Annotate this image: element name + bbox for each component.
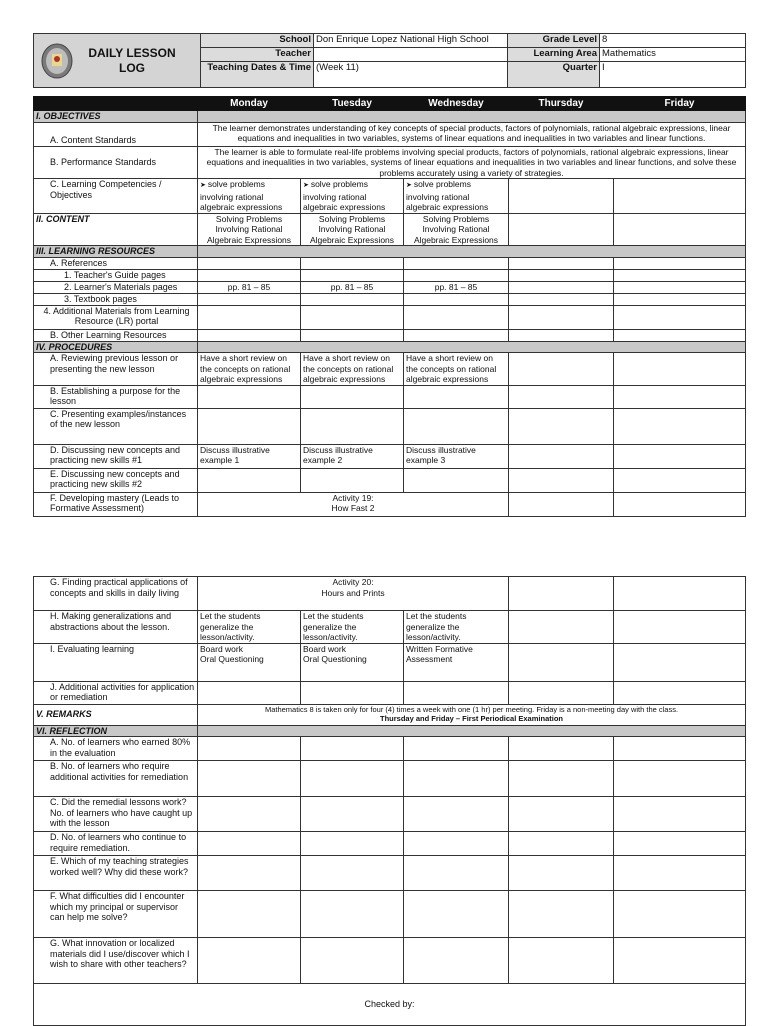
quarter-label: Quarter: [508, 62, 600, 88]
deped-seal-icon: [40, 42, 74, 80]
procedure-h-label: H. Making generalizations and abstractions about the lesson.: [34, 611, 198, 644]
other-resources-label: B. Other Learning Resources: [34, 329, 198, 341]
procedure-a-wed: Have a short review on the concepts on rational algebraic expressions: [404, 353, 509, 386]
activity-20-title: Activity 20:: [332, 577, 374, 587]
procedure-e-label: E. Discussing new concepts and practicing new skills #2: [34, 468, 198, 492]
grade-value: 8: [600, 34, 746, 48]
procedure-h-tue: Let the students generalize the lesson/activity.: [301, 611, 404, 644]
content-tue: Solving Problems Involving Rational Algebraic Expressions: [301, 213, 404, 246]
procedure-a-tue: Have a short review on the concepts on rational algebraic expressions: [301, 353, 404, 386]
performance-standards-label: B. Performance Standards: [34, 146, 198, 179]
day-thursday: Thursday: [509, 97, 614, 111]
remarks-line-1: Mathematics 8 is taken only for four (4) times a week with one (1 hr) per meeting. Friday is a non-meeting day with the class.: [264, 704, 679, 714]
content-standards-label: A. Content Standards: [34, 122, 198, 146]
day-wednesday: Wednesday: [404, 97, 509, 111]
procedure-g-label: G. Finding practical applications of concepts and skills in daily living: [34, 577, 198, 611]
procedure-i-wed: Written Formative Assessment: [404, 643, 509, 681]
performance-standards-value: The learner is able to formulate real-life problems involving special products, factors of polynomials, rational algebraic expressions, linear equations and inequalities in two variables, systems of linear equations and inequalities in two variables and linear functions, and solve these problems accurately using a variety of strategies.: [198, 146, 746, 179]
competencies-label: C. Learning Competencies / Objectives: [34, 179, 198, 214]
reflection-b-label: B. No. of learners who require additional activities for remediation: [34, 761, 198, 797]
content-wed: Solving Problems Involving Rational Algebraic Expressions: [404, 213, 509, 246]
day-monday: Monday: [198, 97, 301, 111]
reflection-g-label: G. What innovation or localized materials did I use/discover which I wish to share with other teachers?: [34, 938, 198, 984]
procedure-d-label: D. Discussing new concepts and practicing new skills #1: [34, 444, 198, 468]
resources-heading: III. LEARNING RESOURCES: [34, 246, 198, 258]
procedure-g-value: [198, 577, 509, 611]
competency-wed: ➤ solve problems involving rational algebraic expressions: [404, 179, 509, 214]
reflection-c-label: C. Did the remedial lessons work? No. of learners who have caught up with the lesson: [34, 797, 198, 832]
procedures-heading: IV. PROCEDURES: [34, 341, 198, 353]
lm-pages-mon: pp. 81 – 85: [198, 281, 301, 293]
procedure-a-label: A. Reviewing previous lesson or presenting the new lesson: [34, 353, 198, 386]
remarks-line-2: Thursday and Friday – First Periodical Examination: [380, 714, 563, 723]
content-standards-value: The learner demonstrates understanding of key concepts of special products, factors of polynomials, rational algebraic expressions, linear equations and inequalities in two variables, systems of linear equations and inequalities in two variables and linear functions.: [198, 122, 746, 146]
reflection-f-label: F. What difficulties did I encounter which my principal or supervisor can help me solve?: [34, 891, 198, 938]
lm-pages-wed: pp. 81 – 85: [404, 281, 509, 293]
dates-value: (Week 11): [314, 62, 508, 88]
procedure-c-label: C. Presenting examples/instances of the new lesson: [34, 408, 198, 444]
area-value: Mathematics: [600, 48, 746, 62]
procedure-i-mon: Board work Oral Questioning: [198, 643, 301, 681]
reflection-e-label: E. Which of my teaching strategies worked well? Why did these work?: [34, 856, 198, 891]
procedure-h-mon: Let the students generalize the lesson/activity.: [198, 611, 301, 644]
procedure-d-mon: Discuss illustrative example 1: [198, 444, 301, 468]
page-title: DAILY LESSON LOG: [88, 45, 176, 75]
lm-pages-tue: pp. 81 – 85: [301, 281, 404, 293]
procedure-f-value: [198, 492, 509, 516]
competency-mon: ➤ solve problems involving rational algebraic expressions: [198, 179, 301, 214]
remarks-value: [198, 704, 746, 725]
reflection-a-label: A. No. of learners who earned 80% in the evaluation: [34, 737, 198, 761]
school-value: Don Enrique Lopez National High School: [314, 34, 508, 48]
checked-by: Checked by:: [34, 984, 746, 1026]
header-table: [33, 33, 746, 88]
reflection-heading: VI. REFLECTION: [34, 725, 198, 737]
references-label: A. References: [34, 257, 198, 269]
grade-label: Grade Level: [508, 34, 600, 48]
learners-materials-label: 2. Learner's Materials pages: [34, 281, 198, 293]
lesson-log-table-1: [33, 96, 746, 517]
lesson-log-table-2: [33, 576, 746, 1026]
procedure-h-wed: Let the students generalize the lesson/activity.: [404, 611, 509, 644]
competency-tue: ➤ solve problems involving rational algebraic expressions: [301, 179, 404, 214]
day-friday: Friday: [614, 97, 746, 111]
lr-portal-label: 4. Additional Materials from Learning Resource (LR) portal: [34, 305, 198, 329]
procedure-a-mon: Have a short review on the concepts on rational algebraic expressions: [198, 353, 301, 386]
procedure-i-tue: Board work Oral Questioning: [301, 643, 404, 681]
procedure-b-label: B. Establishing a purpose for the lesson: [34, 385, 198, 408]
day-tuesday: Tuesday: [301, 97, 404, 111]
content-heading: II. CONTENT: [34, 213, 198, 246]
area-label: Learning Area: [508, 48, 600, 62]
procedure-d-tue: Discuss illustrative example 2: [301, 444, 404, 468]
procedure-d-wed: Discuss illustrative example 3: [404, 444, 509, 468]
corner-cell: [34, 97, 198, 111]
reflection-d-label: D. No. of learners who continue to require remediation.: [34, 832, 198, 856]
school-label: School: [201, 34, 314, 48]
procedure-f-label: F. Developing mastery (Leads to Formative Assessment): [34, 492, 198, 516]
procedure-i-label: I. Evaluating learning: [34, 643, 198, 681]
activity-20-name: Hours and Prints: [321, 587, 385, 598]
objectives-heading: I. OBJECTIVES: [34, 111, 198, 123]
activity-19-name: How Fast 2: [331, 503, 375, 513]
procedure-j-label: J. Additional activities for application or remediation: [34, 681, 198, 704]
title-block: [34, 34, 201, 88]
teacher-value: [314, 48, 508, 62]
activity-19-title: Activity 19:: [332, 492, 374, 503]
remarks-heading: V. REMARKS: [34, 704, 198, 725]
content-mon: Solving Problems Involving Rational Algebraic Expressions: [198, 213, 301, 246]
textbook-label: 3. Textbook pages: [34, 293, 198, 305]
teacher-label: Teacher: [201, 48, 314, 62]
teachers-guide-label: 1. Teacher's Guide pages: [34, 269, 198, 281]
quarter-value: I: [600, 62, 746, 88]
dates-label: Teaching Dates & Time: [201, 62, 314, 88]
